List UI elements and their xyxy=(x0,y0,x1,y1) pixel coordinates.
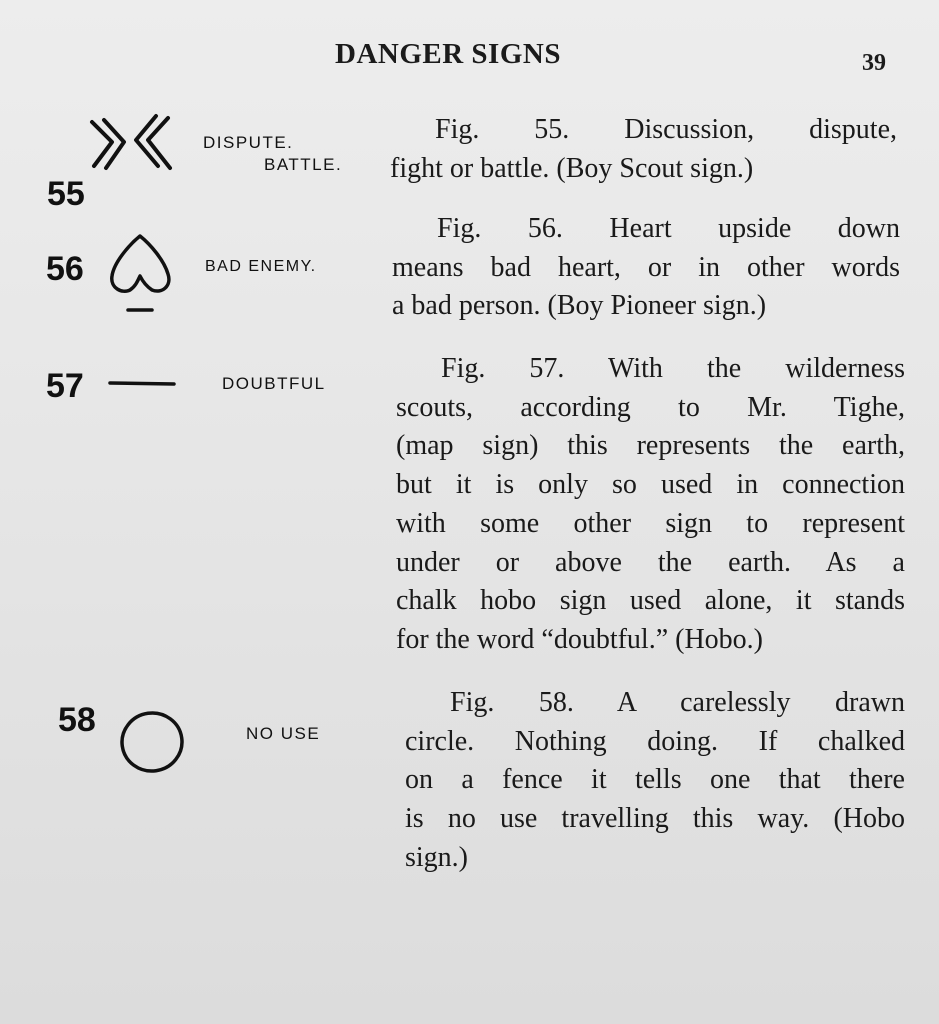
page-number: 39 xyxy=(862,50,886,76)
caption-line: fight or battle. (Boy Scout sign.) xyxy=(390,152,754,184)
figure-55-number: 55 xyxy=(47,175,85,213)
caption-line: is no use travelling this way. (Hobo xyxy=(405,803,905,835)
caption-line: on a fence it tells one that there xyxy=(405,764,905,796)
caption-line: a bad person. (Boy Pioneer sign.) xyxy=(392,290,767,322)
caption-line: means bad heart, or in other words xyxy=(392,251,900,283)
upside-down-heart-icon xyxy=(100,228,180,318)
dash-line-icon xyxy=(108,372,178,392)
caption-line: circle. Nothing doing. If chalked xyxy=(405,725,905,757)
figure-55-caption xyxy=(390,111,897,188)
figure-55-label-dispute: DISPUTE. xyxy=(203,133,294,152)
caption-line: scouts, according to Mr. Tighe, xyxy=(396,391,905,423)
caption-line: Fig. 56. Heart upside down xyxy=(437,213,900,244)
caption-line: Fig. 55. Discussion, dispute, xyxy=(435,114,897,145)
figure-58-number: 58 xyxy=(58,701,96,739)
figure-57-caption xyxy=(396,350,905,660)
caption-line: (map sign) this represents the earth, xyxy=(396,430,905,462)
figure-55-label-battle: BATTLE. xyxy=(264,155,343,174)
figure-56-label: BAD ENEMY. xyxy=(205,258,317,275)
circle-icon xyxy=(114,708,190,776)
caption-line: under or above the earth. As a xyxy=(396,546,905,578)
caption-line: chalk hobo sign used alone, it stands xyxy=(396,585,905,617)
caption-line: but it is only so used in connection xyxy=(396,469,905,501)
page-title: DANGER SIGNS xyxy=(335,38,561,70)
caption-line: sign.) xyxy=(405,841,468,873)
figure-57-label: DOUBTFUL xyxy=(222,374,326,393)
figure-58-caption xyxy=(405,684,905,878)
caption-line: Fig. 58. A carelessly drawn xyxy=(450,687,905,718)
figure-57-number: 57 xyxy=(46,367,84,405)
figure-56-caption xyxy=(392,210,900,326)
caption-line: Fig. 57. With the wilderness xyxy=(441,353,905,384)
caption-line: with some other sign to represent xyxy=(396,507,905,539)
figure-58-label: NO USE xyxy=(246,724,321,743)
caption-line: for the word “doubtful.” (Hobo.) xyxy=(396,623,764,655)
dispute-chevrons-icon xyxy=(86,110,181,190)
figure-56-number: 56 xyxy=(46,250,84,288)
